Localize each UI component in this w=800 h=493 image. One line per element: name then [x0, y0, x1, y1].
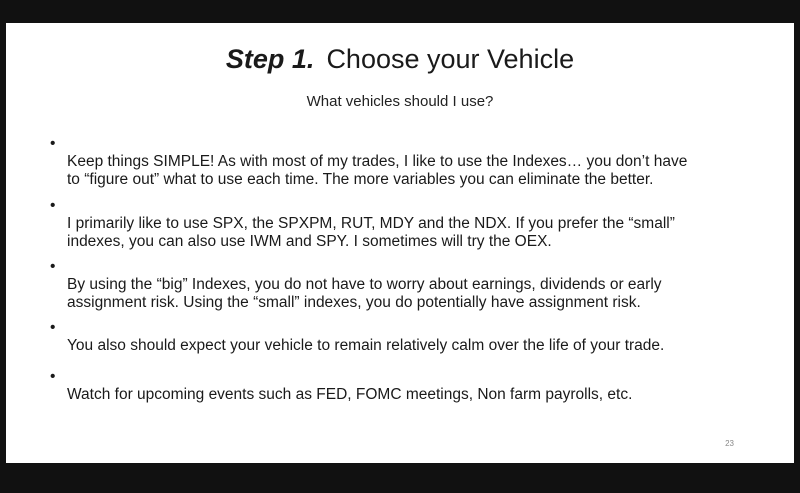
bullet-text: By using the “big” Indexes, you do not have to worry about earnings, dividends or early assignment risk. Using the “small” indexes, you do potentially have assignment risk. — [67, 276, 662, 311]
slide-title — [6, 43, 794, 75]
title-main: Choose your Vehicle — [326, 44, 575, 74]
title-step: Step 1. — [225, 44, 315, 74]
slide-subtitle: What vehicles should I use? — [306, 93, 494, 110]
bullet-item — [50, 258, 662, 312]
bullet-text: Watch for upcoming events such as FED, FOMC meetings, Non farm payrolls, etc. — [67, 386, 633, 403]
bullet-item — [50, 319, 664, 355]
bullet-text: Keep things SIMPLE! As with most of my trades, I like to use the Indexes… you don’t have to “figure out” what to use each time. The more variables you can eliminate the better. — [67, 153, 688, 188]
bullet-item — [50, 197, 675, 251]
bullet-dot-icon: • — [50, 258, 56, 275]
bullet-item — [50, 368, 632, 404]
bullet-dot-icon: • — [50, 319, 56, 336]
bullet-text: I primarily like to use SPX, the SPXPM, RUT, MDY and the NDX. If you prefer the “small” indexes, you can also use IWM and SPY. I sometimes will try the OEX. — [67, 215, 675, 250]
bullet-dot-icon: • — [50, 368, 56, 385]
bullet-item — [50, 135, 687, 189]
bullet-dot-icon: • — [50, 197, 56, 214]
page-number: 23 — [725, 439, 734, 448]
slide — [6, 23, 794, 463]
bullet-text: You also should expect your vehicle to remain relatively calm over the life of your trade. — [67, 337, 665, 354]
bullet-dot-icon: • — [50, 135, 56, 152]
